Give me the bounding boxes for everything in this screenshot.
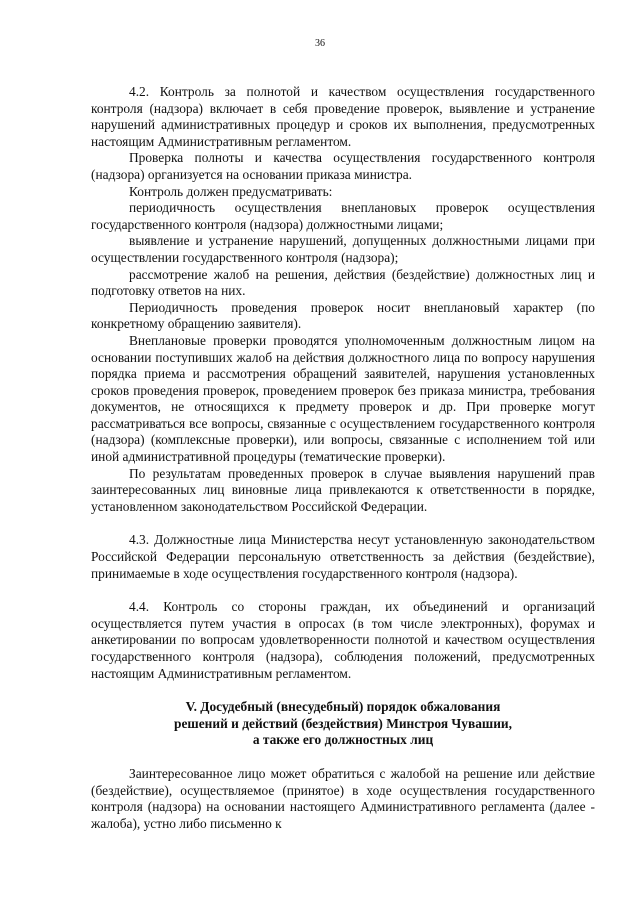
section-heading-line-3: а также его должностных лиц	[252, 732, 434, 748]
document-body	[91, 84, 595, 832]
paragraph-check-periodicity: Периодичность проведения проверок носит внеплановый характер (по конкретному обращению заявителя).	[91, 299, 595, 332]
paragraph-gap	[91, 682, 595, 699]
paragraph-gap	[91, 582, 595, 599]
paragraph-check-organization: Проверка полноты и качества осуществления государственного контроля (надзора) организуется на основании приказа министра.	[91, 150, 595, 182]
paragraph-control-item-complaints: рассмотрение жалоб на решения, действия (бездействие) должностных лиц и подготовку ответов на них.	[91, 266, 595, 299]
section-5-heading	[91, 699, 595, 749]
paragraph-complaint: Заинтересованное лицо может обратиться с жалобой на решение или действие (бездействие), осуществляемое (принятое) в ходе осуществления государственного контроля (надзора) на основании настоящего Административного регламента (далее - жалоба), устно либо письменно к	[91, 765, 595, 831]
paragraph-gap	[91, 749, 595, 766]
paragraph-4-2: 4.2. Контроль за полнотой и качеством осуществления государственного контроля (надзора) включает в себя проведение проверок, выявление и устранение нарушений административных процедур и сроков их выполнения, предусмотренных настоящим Административным регламентом.	[91, 84, 595, 149]
paragraph-check-results: По результатам проведенных проверок в случае выявления нарушений прав заинтересованных лиц виновные лица привлекаются к ответственности в порядке, установленном законодательством Российской Федерации.	[91, 465, 595, 514]
paragraph-control-intro: Контроль должен предусматривать:	[129, 183, 333, 199]
paragraph-control-item-violations: выявление и устранение нарушений, допущенных должностными лицами при осуществлении государственного контроля (надзора);	[91, 233, 595, 265]
paragraph-gap	[91, 515, 595, 532]
paragraph-4-3: 4.3. Должностные лица Министерства несут установленную законодательством Российской Федерации персональную ответственность за действия (бездействие), принимаемые в ходе осуществления государственного контроля (надзора).	[91, 532, 595, 581]
paragraph-control-item-periodicity: периодичность осуществления внеплановых проверок осуществления государственного контроля (надзора) должностными лицами;	[91, 200, 595, 232]
section-heading-line-2: решений и действий (бездействия) Минстроя Чувашии,	[174, 715, 512, 731]
page-number: 36	[315, 38, 325, 49]
paragraph-4-4: 4.4. Контроль со стороны граждан, их объединений и организаций осуществляется путем участия в опросах (в том числе электронных), форумах и анкетировании по вопросам удовлетворенности полнотой и качеством осуществления государственного контроля (надзора), соблюдения положений, предусмотренных настоящим Административным регламентом.	[91, 599, 595, 681]
section-heading-line-1: V. Досудебный (внесудебный) порядок обжалования	[185, 699, 501, 715]
paragraph-unscheduled-checks: Внеплановые проверки проводятся уполномоченным должностным лицом на основании поступивших жалоб на действия должностного лица по вопросу нарушения порядка приема и рассмотрения обращений заявителей, нарушения установленных сроков проведения проверок, проведением проверок без приказа министра, требования документов, не относящихся к предмету проверок и др. При проверке могут рассматриваться все вопросы, связанные с осуществлением государственного контроля (надзора) (комплексные проверки), или вопросы, связанные с исполнением той или иной административной процедуры (тематические проверки).	[91, 332, 595, 465]
